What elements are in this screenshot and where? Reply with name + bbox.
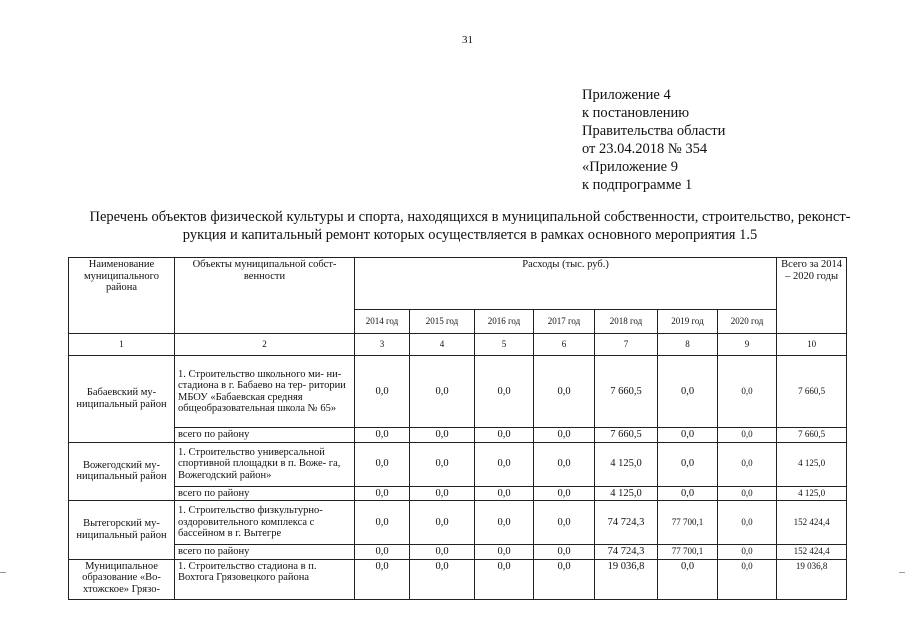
- column-number: 7: [595, 334, 658, 356]
- subtotal-value: 74 724,3: [595, 545, 658, 560]
- district-name: Муниципальное образование «Во- хтожское» Грязо-: [69, 559, 175, 599]
- subtotal-value: 0,0: [410, 545, 475, 560]
- expense-value: 0,0: [355, 501, 410, 545]
- expense-value: 0,0: [355, 442, 410, 486]
- edge-mark: [0, 572, 6, 573]
- table-row: [69, 501, 847, 545]
- subtotal-row: [69, 428, 847, 443]
- expense-value: 0,0: [410, 356, 475, 428]
- year-header: 2015 год: [410, 310, 475, 334]
- expense-value: 0,0: [718, 442, 777, 486]
- subtotal-label: всего по району: [175, 545, 355, 560]
- year-header: 2018 год: [595, 310, 658, 334]
- expense-value: 74 724,3: [595, 501, 658, 545]
- header-expenses: Расходы (тыс. руб.): [355, 258, 777, 310]
- subtotal-value: 0,0: [718, 428, 777, 443]
- objects-table: [68, 257, 847, 600]
- subtotal-value: 0,0: [410, 428, 475, 443]
- expense-value: 7 660,5: [777, 356, 847, 428]
- expense-value: 0,0: [475, 559, 534, 599]
- expense-value: 0,0: [658, 442, 718, 486]
- expense-value: 0,0: [534, 501, 595, 545]
- page-number: 31: [462, 34, 473, 46]
- expense-value: 0,0: [718, 356, 777, 428]
- column-number: 9: [718, 334, 777, 356]
- appendix-line: от 23.04.2018 № 354: [582, 141, 708, 157]
- district-name: Вытегорский му- ниципальный район: [69, 501, 175, 560]
- subtotal-value: 7 660,5: [595, 428, 658, 443]
- subtotal-value: 0,0: [658, 486, 718, 501]
- expense-value: 0,0: [718, 559, 777, 599]
- expense-value: 0,0: [475, 356, 534, 428]
- column-number: 8: [658, 334, 718, 356]
- expense-value: 152 424,4: [777, 501, 847, 545]
- subtotal-value: 77 700,1: [658, 545, 718, 560]
- district-name: Вожегодский му- ниципальный район: [69, 442, 175, 501]
- appendix-line: к постановлению: [582, 105, 690, 121]
- appendix-line: «Приложение 9: [582, 159, 678, 175]
- subtotal-value: 4 125,0: [595, 486, 658, 501]
- expense-value: 19 036,8: [777, 559, 847, 599]
- heading-line: рукция и капитальный ремонт которых осуществляется в рамках основного мероприятия 1.5: [182, 227, 758, 243]
- column-number: 6: [534, 334, 595, 356]
- column-numbers-row: [69, 334, 847, 356]
- year-header: 2020 год: [718, 310, 777, 334]
- expense-value: 19 036,8: [595, 559, 658, 599]
- expense-value: 0,0: [534, 559, 595, 599]
- column-number: 1: [69, 334, 175, 356]
- column-number: 2: [175, 334, 355, 356]
- object-name: 1. Строительство физкультурно- оздоровительного комплекса с бассейном в г. Вытегре: [175, 501, 355, 545]
- column-number: 3: [355, 334, 410, 356]
- header-objects: Объекты муниципальной собст- венности: [175, 258, 355, 334]
- column-number: 5: [475, 334, 534, 356]
- subtotal-label: всего по району: [175, 486, 355, 501]
- year-header: 2014 год: [355, 310, 410, 334]
- expense-value: 0,0: [658, 356, 718, 428]
- subtotal-value: 0,0: [718, 486, 777, 501]
- year-header: 2019 год: [658, 310, 718, 334]
- subtotal-value: 0,0: [534, 486, 595, 501]
- table-row: [69, 356, 847, 428]
- expense-value: 0,0: [534, 442, 595, 486]
- object-name: 1. Строительство школьного ми- ни-стадиона в г. Бабаево на тер- ритории МБОУ «Бабаевская средняя общеобразовательная школа № 65»: [175, 356, 355, 428]
- expense-value: 0,0: [410, 501, 475, 545]
- expense-value: 0,0: [355, 559, 410, 599]
- object-name: 1. Строительство универсальной спортивной площадки в п. Воже- га, Вожегодский район»: [175, 442, 355, 486]
- document-heading: [60, 208, 880, 244]
- column-number: 4: [410, 334, 475, 356]
- subtotal-value: 0,0: [355, 486, 410, 501]
- subtotal-value: 0,0: [355, 428, 410, 443]
- appendix-line: к подпрограмме 1: [582, 177, 693, 193]
- subtotal-value: 0,0: [658, 428, 718, 443]
- subtotal-value: 0,0: [534, 428, 595, 443]
- year-header: 2017 год: [534, 310, 595, 334]
- heading-line: Перечень объектов физической культуры и спорта, находящихся в муниципальной собственности, строительство, реконст-: [89, 209, 851, 225]
- subtotal-value: 7 660,5: [777, 428, 847, 443]
- object-name: 1. Строительство стадиона в п. Вохтога Грязовецкого района: [175, 559, 355, 599]
- edge-mark: [899, 572, 905, 573]
- subtotal-value: 0,0: [475, 486, 534, 501]
- expense-value: 4 125,0: [777, 442, 847, 486]
- subtotal-value: 0,0: [534, 545, 595, 560]
- year-header: 2016 год: [475, 310, 534, 334]
- expense-value: 0,0: [475, 442, 534, 486]
- subtotal-value: 0,0: [475, 428, 534, 443]
- subtotal-row: [69, 545, 847, 560]
- expense-value: 4 125,0: [595, 442, 658, 486]
- header-total: Всего за 2014 – 2020 годы: [777, 258, 847, 334]
- subtotal-value: 0,0: [718, 545, 777, 560]
- expense-value: 0,0: [355, 356, 410, 428]
- subtotal-value: 0,0: [355, 545, 410, 560]
- district-name: Бабаевский му- ниципальный район: [69, 356, 175, 443]
- expense-value: 0,0: [658, 559, 718, 599]
- expense-value: 0,0: [718, 501, 777, 545]
- header-row: [69, 258, 847, 310]
- expense-value: 0,0: [410, 559, 475, 599]
- subtotal-value: 152 424,4: [777, 545, 847, 560]
- expense-value: 0,0: [534, 356, 595, 428]
- subtotal-value: 4 125,0: [777, 486, 847, 501]
- header-district: Наименование муниципального района: [69, 258, 175, 334]
- column-number: 10: [777, 334, 847, 356]
- subtotal-value: 0,0: [475, 545, 534, 560]
- expense-value: 0,0: [410, 442, 475, 486]
- appendix-line: Правительства области: [582, 123, 726, 139]
- table-row: [69, 559, 847, 599]
- table-row: [69, 442, 847, 486]
- expense-value: 77 700,1: [658, 501, 718, 545]
- appendix-line: Приложение 4: [582, 87, 671, 103]
- expense-value: 7 660,5: [595, 356, 658, 428]
- subtotal-row: [69, 486, 847, 501]
- expense-value: 0,0: [475, 501, 534, 545]
- subtotal-value: 0,0: [410, 486, 475, 501]
- appendix-block: [582, 86, 725, 194]
- subtotal-label: всего по району: [175, 428, 355, 443]
